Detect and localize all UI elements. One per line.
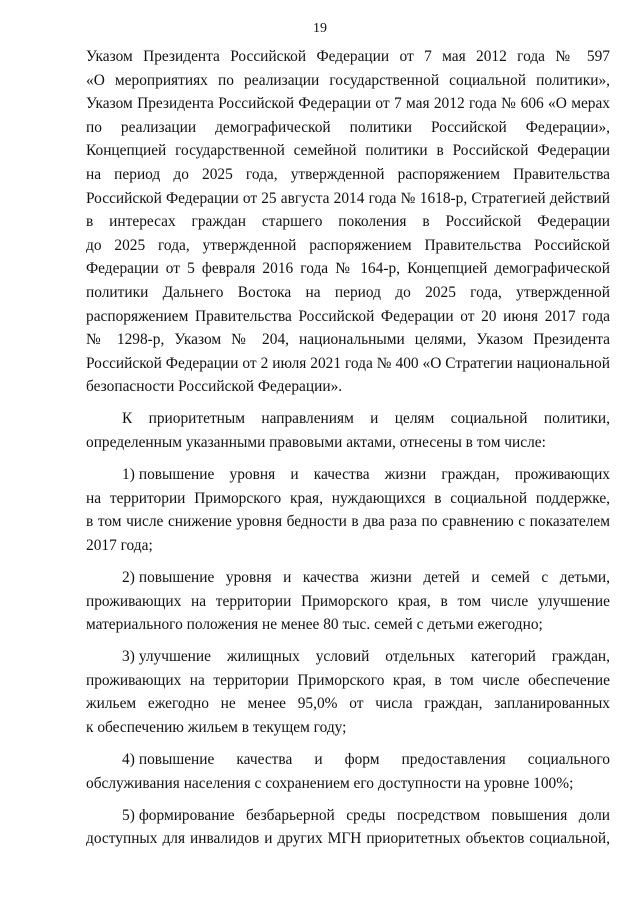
- page-number: 19: [313, 21, 327, 36]
- paragraph-priorities-intro: [86, 407, 610, 454]
- list-item-number: 1): [122, 466, 135, 484]
- text-line: Указом Президента Российской Федерации от 7 мая 2012 года № 606 «О мерах: [86, 95, 610, 113]
- list-item-text: формирование безбарьерной среды посредством повышения доли: [138, 806, 610, 824]
- text-line: [86, 566, 610, 590]
- list-item-number: 2): [122, 568, 135, 586]
- list-item-2: [86, 566, 610, 637]
- text-line: политики Дальнего Востока на период до 2025 года, утвержденной: [86, 283, 610, 301]
- text-line: [86, 748, 610, 772]
- text-line: 2017 года;: [86, 536, 153, 554]
- paragraph-legal-basis: [86, 45, 610, 399]
- text-line: [86, 645, 610, 669]
- text-line: на территории Приморского края, нуждающихся в социальной поддержке,: [86, 489, 610, 507]
- text-line: К приоритетным направлениям и целям социальной политики,: [122, 410, 610, 428]
- text-line: [86, 463, 610, 487]
- text-line: проживающих на территории Приморского края, в том числе обеспечение: [86, 671, 610, 689]
- text-line: определенным указанными правовыми актами, отнесены в том числе:: [86, 434, 546, 451]
- list-item-text: повышение уровня и качества жизни граждан, проживающих: [138, 466, 610, 484]
- list-item-text: повышение качества и форм предоставления социального: [138, 751, 610, 769]
- list-item-5: [86, 804, 610, 851]
- body-text: [86, 45, 610, 851]
- text-line: Указом Президента Российской Федерации от 7 мая 2012 года № 597: [86, 48, 610, 65]
- list-item-text: повышение уровня и качества жизни детей и семей с детьми,: [138, 568, 610, 586]
- list-item-number: 4): [122, 751, 135, 769]
- text-line: в интересах граждан старшего поколения в Российской Федерации: [86, 213, 610, 231]
- text-line: [86, 804, 610, 828]
- text-line: Российской Федерации от 25 августа 2014 года № 1618-р, Стратегией действий: [86, 189, 610, 207]
- text-line: на период до 2025 года, утвержденной распоряжением Правительства: [86, 165, 610, 183]
- list-item-3: [86, 645, 610, 739]
- list-item-4: [86, 748, 610, 795]
- list-item-1: [86, 463, 610, 557]
- text-line: № 1298-р, Указом № 204, национальными целями, Указом Президента: [86, 331, 610, 349]
- text-line: обслуживания населения с сохранением его доступности на уровне 100%;: [86, 774, 574, 792]
- text-line: к обеспечению жильем в текущем году;: [86, 719, 347, 737]
- text-line: Федерации от 5 февраля 2016 года № 164-р, Концепцией демографической: [86, 260, 610, 278]
- list-item-text: улучшение жилищных условий отдельных категорий граждан,: [138, 648, 610, 666]
- text-line: по реализации демографической политики Российской Федерации»,: [86, 118, 610, 136]
- text-line: распоряжением Правительства Российской Федерации от 20 июня 2017 года: [86, 307, 610, 325]
- list-item-number: 5): [122, 806, 135, 824]
- text-line: Концепцией государственной семейной политики в Российской Федерации: [86, 142, 610, 160]
- text-line: доступных для инвалидов и других МГН приоритетных объектов социальной,: [86, 830, 610, 848]
- text-line: безопасности Российской Федерации».: [86, 378, 343, 396]
- text-line: Российской Федерации от 2 июля 2021 года № 400 «О Стратегии национальной: [86, 354, 610, 372]
- text-line: жильем ежегодно не менее 95,0% от числа граждан, запланированных: [86, 695, 610, 713]
- text-line: до 2025 года, утвержденной распоряжением Правительства Российской: [86, 236, 610, 254]
- text-line: проживающих на территории Приморского края, в том числе улучшение: [86, 592, 610, 610]
- text-line: материального положения не менее 80 тыс. семей с детьми ежегодно;: [86, 616, 543, 634]
- list-item-number: 3): [122, 648, 135, 666]
- text-line: «О мероприятиях по реализации государственной социальной политики»,: [86, 71, 610, 89]
- text-line: в том числе снижение уровня бедности в два раза по сравнению с показателем: [86, 513, 610, 531]
